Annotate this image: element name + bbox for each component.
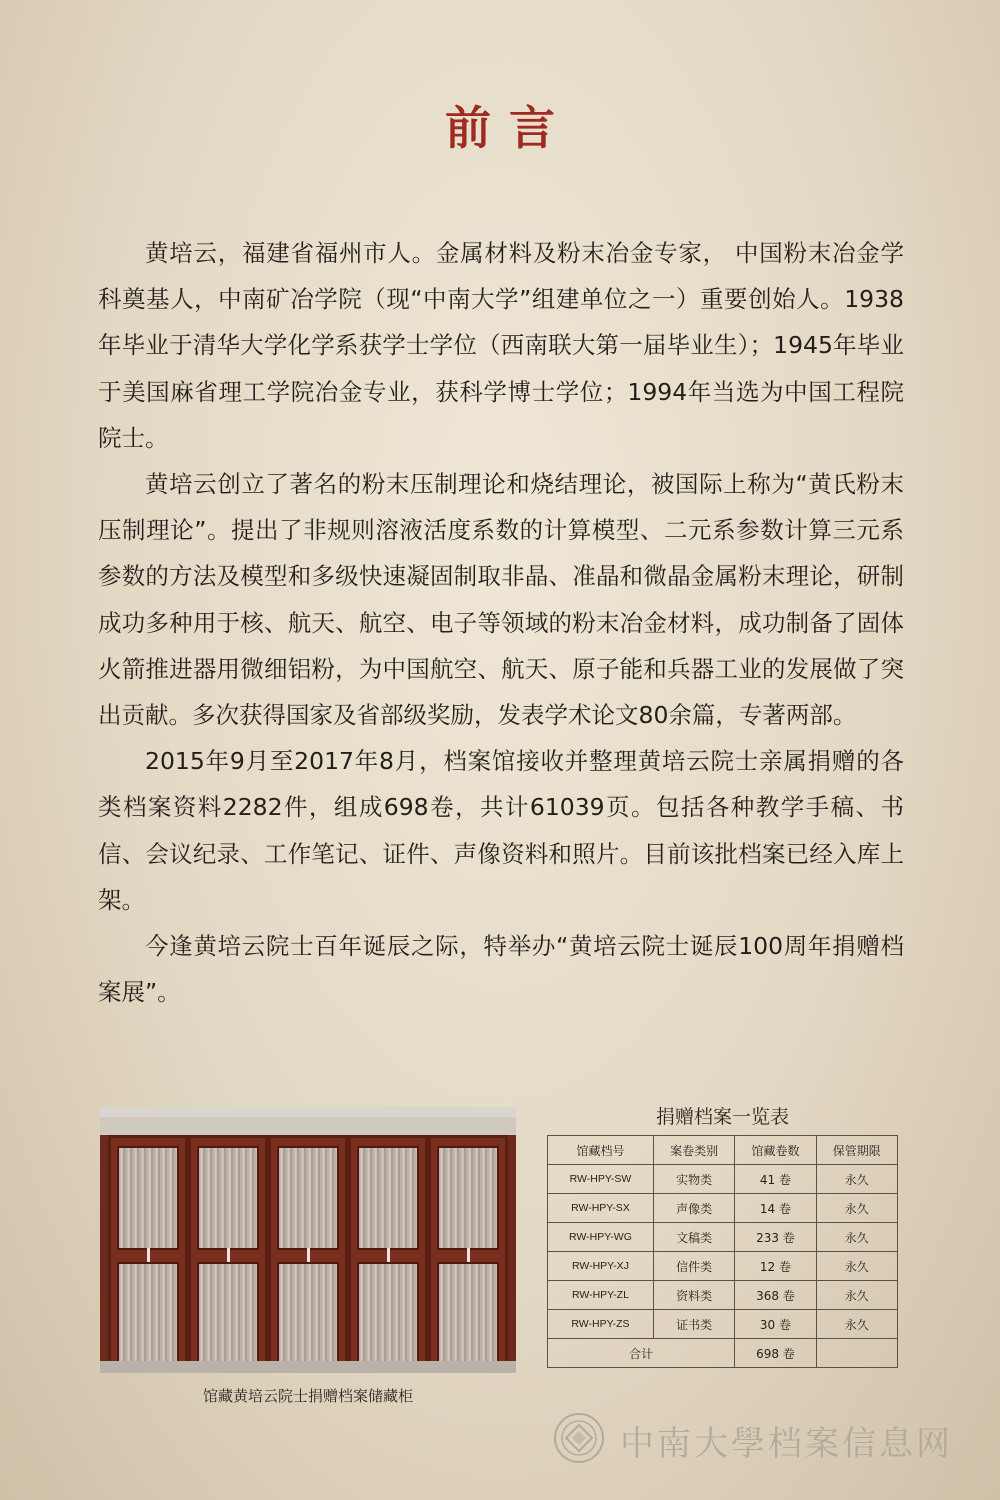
paragraph-archive: 2015年9月至2017年8月，档案馆接收并整理黄培云院士亲属捐赠的各类档案资料2282件，组成698卷，共计61039页。包括各种教学手稿、书信、会议纪录、工作笔记、证件、声像资料和照片。目前该批档案已经入库上架。 <box>98 747 904 914</box>
table-header-row <box>548 1136 898 1165</box>
cell-volume-count: 30 卷 <box>735 1310 816 1339</box>
cell-category: 资料类 <box>653 1281 734 1310</box>
cell-category: 证书类 <box>653 1310 734 1339</box>
table-row <box>548 1252 898 1281</box>
cell-volume-count: 368 卷 <box>735 1281 816 1310</box>
cell-archive-code: RW-HPY-WG <box>548 1223 654 1252</box>
table-row <box>548 1194 898 1223</box>
cell-retention: 永久 <box>816 1194 897 1223</box>
total-label: 合计 <box>548 1339 735 1368</box>
cell-volume-count: 41 卷 <box>735 1165 816 1194</box>
paragraph-biography: 黄培云，福建省福州市人。金属材料及粉末冶金专家， 中国粉末冶金学科奠基人，中南矿冶学院（现“中南大学”组建单位之一）重要创始人。1938年毕业于清华大学化学系获学士学位（西南联大第一届毕业生）；1945年毕业于美国麻省理工学院冶金专业，获科学博士学位；1994年当选为中国工程院院士。 <box>98 239 904 452</box>
paragraph-exhibition: 今逢黄培云院士百年诞辰之际，特举办“黄培云院士诞辰100周年捐赠档案展”。 <box>98 932 904 1007</box>
total-retention-empty <box>816 1339 897 1368</box>
cabinet-glass-pane <box>117 1262 179 1366</box>
cell-retention: 永久 <box>816 1281 897 1310</box>
cell-retention: 永久 <box>816 1223 897 1252</box>
cabinet <box>428 1135 508 1373</box>
donation-archive-table <box>547 1135 898 1368</box>
cabinet-glass-pane <box>357 1262 419 1366</box>
photo-caption: 馆藏黄培云院士捐赠档案储藏柜 <box>202 1387 413 1405</box>
table-row <box>548 1165 898 1194</box>
paragraph-achievements: 黄培云创立了著名的粉末压制理论和烧结理论，被国际上称为“黄氏粉末压制理论”。提出了非规则溶液活度系数的计算模型、二元系参数计算三元系参数的方法及模型和多级快速凝固制取非晶、准晶和微晶金属粉末理论，研制成功多种用于核、航天、航空、电子等领域的粉末冶金材料，成功制备了固体火箭推进器用微细铝粉，为中国航空、航天、原子能和兵器工业的发展做了突出贡献。多次获得国家及省部级奖励，发表学术论文80余篇，专著两部。 <box>98 470 904 730</box>
cabinet <box>268 1135 348 1373</box>
cell-volume-count: 12 卷 <box>735 1252 816 1281</box>
cabinet-handle <box>307 1248 310 1262</box>
cell-category: 实物类 <box>653 1165 734 1194</box>
header-volume-count: 馆藏卷数 <box>735 1136 816 1165</box>
cabinet <box>188 1135 268 1373</box>
cell-archive-code: RW-HPY-XJ <box>548 1252 654 1281</box>
cabinet-glass-pane <box>197 1146 259 1250</box>
cabinet-glass-pane <box>437 1146 499 1250</box>
cell-archive-code: RW-HPY-ZS <box>548 1310 654 1339</box>
cabinet-handle <box>387 1248 390 1262</box>
cabinet <box>348 1135 428 1373</box>
cell-retention: 永久 <box>816 1165 897 1194</box>
photo-floor <box>100 1361 516 1373</box>
site-watermark: 中南大學档案信息网 <box>620 1424 953 1464</box>
cell-category: 文稿类 <box>653 1223 734 1252</box>
table-row <box>548 1223 898 1252</box>
cell-archive-code: RW-HPY-SX <box>548 1194 654 1223</box>
table-title: 捐赠档案一览表 <box>655 1106 789 1128</box>
cell-category: 声像类 <box>653 1194 734 1223</box>
cabinet-glass-pane <box>357 1146 419 1250</box>
table-row <box>548 1310 898 1339</box>
cell-archive-code: RW-HPY-SW <box>548 1165 654 1194</box>
photo-ceiling <box>100 1117 516 1135</box>
cell-archive-code: RW-HPY-ZL <box>548 1281 654 1310</box>
total-volume-count: 698 卷 <box>735 1339 816 1368</box>
table-row <box>548 1281 898 1310</box>
cell-retention: 永久 <box>816 1252 897 1281</box>
cabinet-glass-pane <box>277 1262 339 1366</box>
header-category: 案卷类别 <box>653 1136 734 1165</box>
archive-cabinet-photo <box>100 1107 516 1373</box>
header-retention: 保管期限 <box>816 1136 897 1165</box>
cabinet-glass-pane <box>277 1146 339 1250</box>
cell-category: 信件类 <box>653 1252 734 1281</box>
cabinet-handle <box>227 1248 230 1262</box>
cabinet-handle <box>147 1248 150 1262</box>
cabinet-glass-pane <box>437 1262 499 1366</box>
university-seal-icon <box>553 1412 605 1464</box>
cell-volume-count: 233 卷 <box>735 1223 816 1252</box>
table-total-row <box>548 1339 898 1368</box>
cell-volume-count: 14 卷 <box>735 1194 816 1223</box>
cabinet-glass-pane <box>117 1146 179 1250</box>
page-title: 前言 <box>445 101 573 155</box>
preface-body <box>98 230 904 1015</box>
cabinet-handle <box>467 1248 470 1262</box>
header-archive-code: 馆藏档号 <box>548 1136 654 1165</box>
cell-retention: 永久 <box>816 1310 897 1339</box>
cabinet-glass-pane <box>197 1262 259 1366</box>
cabinet <box>108 1135 188 1373</box>
